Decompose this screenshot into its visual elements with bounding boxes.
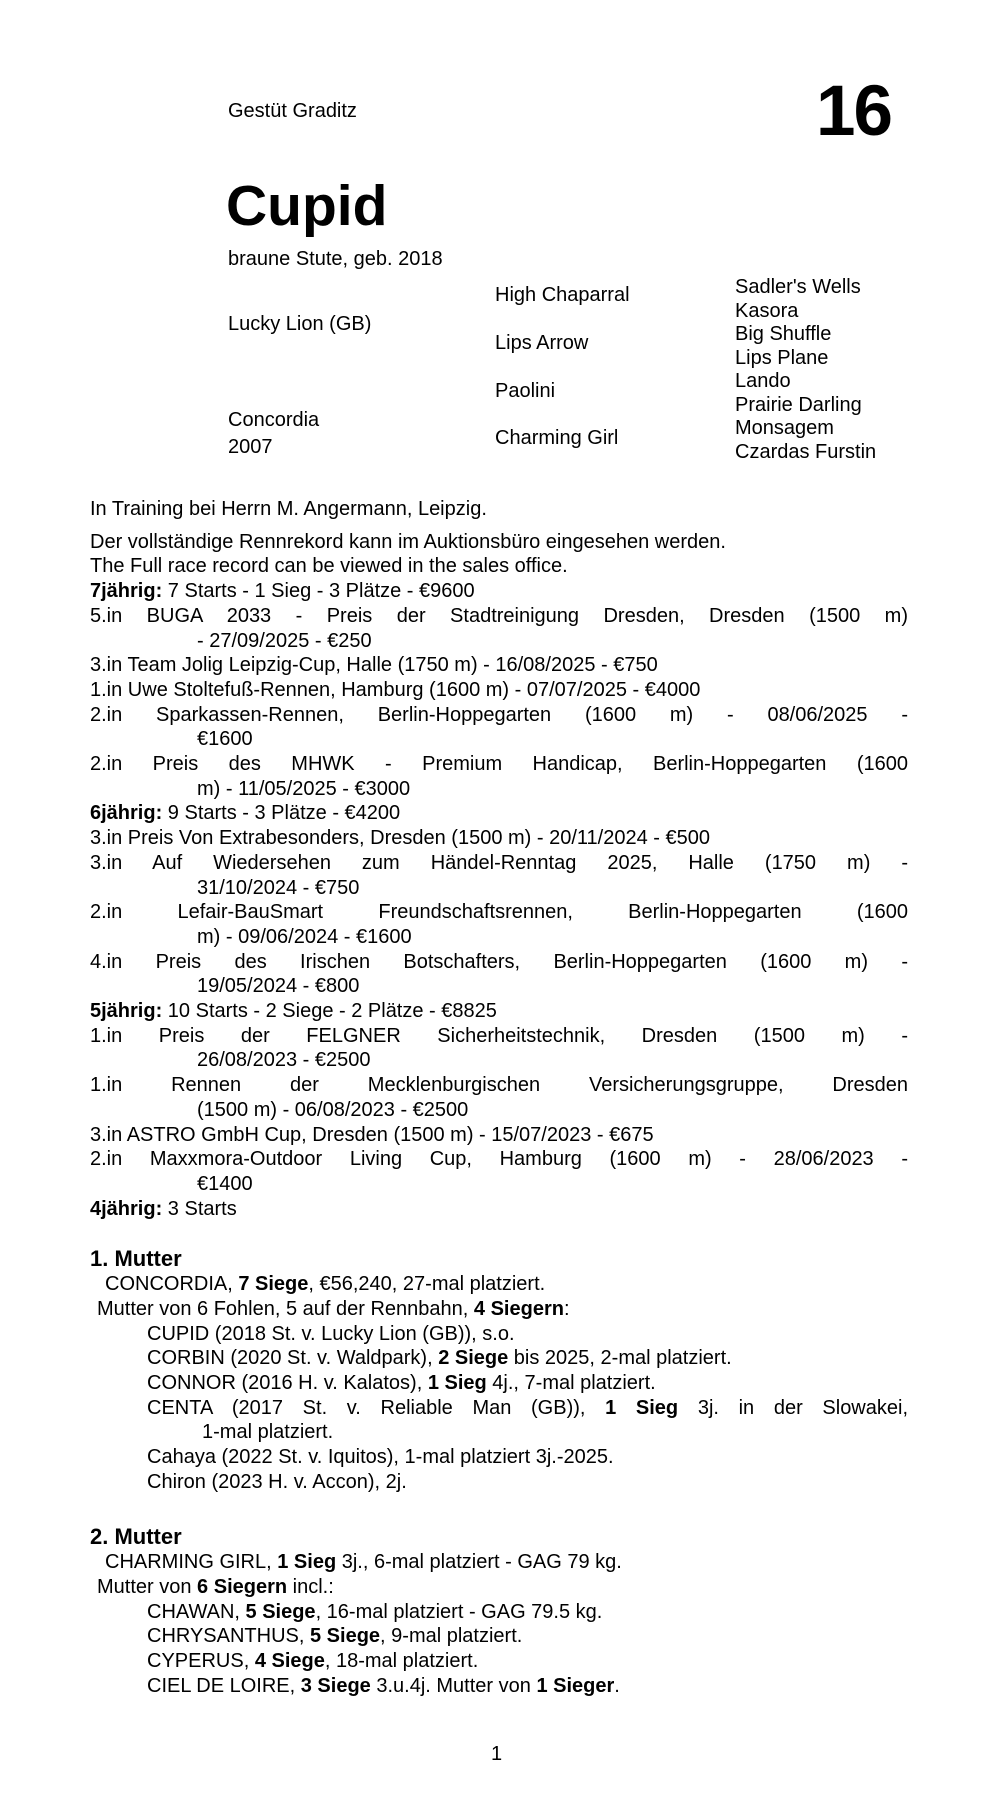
bold-text: 5 Siege — [245, 1600, 316, 1623]
text: incl.: — [287, 1575, 334, 1598]
season-age-label: 7jährig: — [90, 580, 163, 603]
text: 1-mal platziert. — [202, 1421, 334, 1444]
season-summary: 10 Starts - 2 Siege - 2 Plätze - €8825 — [162, 1000, 497, 1023]
bold-text: 1 Sieger — [536, 1674, 615, 1697]
ancestor-name: Monsagem — [735, 417, 834, 440]
text: . — [614, 1674, 620, 1697]
bold-text: 1 Sieg — [277, 1551, 337, 1574]
race-result-line: 2.in Maxxmora-Outdoor Living Cup, Hamburg (1600 m) - 28/06/2023 - — [90, 1148, 908, 1171]
page-number: 1 — [490, 1743, 503, 1765]
offspring-line — [90, 1322, 908, 1347]
text: : — [563, 1297, 570, 1320]
lot-number: 16 — [816, 72, 891, 151]
race-result-line: m) - 11/05/2025 - €3000 — [197, 777, 411, 800]
offspring-line — [90, 1445, 908, 1470]
race-record — [90, 579, 908, 1221]
catalog-body — [90, 497, 908, 1698]
text: , 16-mal platziert - GAG 79.5 kg. — [315, 1600, 603, 1623]
mother-summary-line — [90, 1297, 908, 1322]
sire-grandparents — [735, 276, 861, 370]
season-summary: 9 Starts - 3 Plätze - €4200 — [162, 802, 401, 825]
ancestor-name: Big Shuffle — [735, 323, 832, 346]
text: , 9-mal platziert. — [380, 1625, 523, 1648]
race-result-line: €1600 — [197, 728, 253, 751]
mother-heading: 1. Mutter — [90, 1246, 182, 1272]
text: CONNOR (2016 H. v. Kalatos), — [147, 1371, 428, 1394]
race-season-line — [90, 801, 908, 826]
bold-text: 3 Siege — [300, 1674, 371, 1697]
race-result-line: 5.in BUGA 2033 - Preis der Stadtreinigung Dresden, Dresden (1500 m) — [90, 604, 908, 627]
mother-heading: 2. Mutter — [90, 1524, 182, 1550]
consignor-name: Gestüt Graditz — [228, 100, 357, 122]
race-result-line: 4.in Preis des Irischen Botschafters, Berlin-Hoppegarten (1600 m) - — [90, 950, 908, 973]
offspring-line — [90, 1470, 908, 1495]
text: 4j., 7-mal platziert. — [486, 1371, 656, 1394]
mother-summary-line — [90, 1272, 908, 1297]
text: CORBIN (2020 St. v. Waldpark), — [147, 1347, 439, 1370]
dam-dam-name: Charming Girl — [495, 427, 619, 449]
text: CHRYSANTHUS, — [147, 1625, 310, 1648]
race-result-line: 2.in Sparkassen-Rennen, Berlin-Hoppegarten (1600 m) - 08/06/2025 - — [90, 703, 908, 726]
sire-dam-name: Lips Arrow — [495, 332, 589, 354]
text: CONCORDIA, — [105, 1273, 239, 1296]
race-season-line — [90, 1197, 908, 1222]
offspring-line — [90, 1674, 908, 1699]
text: Mutter von 6 Fohlen, 5 auf der Rennbahn, — [97, 1297, 474, 1320]
offspring-line — [90, 1600, 908, 1625]
dam-name: Concordia — [228, 409, 320, 431]
text: bis 2025, 2-mal platziert. — [508, 1347, 732, 1370]
ancestor-name: Kasora — [735, 299, 799, 322]
bold-text: 6 Siegern — [197, 1575, 288, 1598]
text: CENTA (2017 St. v. Reliable Man (GB)), — [147, 1396, 606, 1419]
text: , €56,240, 27-mal platziert. — [308, 1273, 546, 1296]
offspring-line — [90, 1649, 908, 1674]
record-note-en: The Full race record can be viewed in the sales office. — [90, 555, 568, 578]
ancestor-name: Lips Plane — [735, 346, 829, 369]
dam-year: 2007 — [228, 436, 273, 458]
season-summary: 3 Starts — [162, 1197, 237, 1220]
text: 3j., 6-mal platziert - GAG 79 kg. — [336, 1551, 622, 1574]
mother-summary-line — [90, 1575, 908, 1600]
horse-name: Cupid — [226, 174, 388, 238]
text: , 18-mal platziert. — [324, 1649, 479, 1672]
text: Chiron (2023 H. v. Accon), 2j. — [147, 1470, 407, 1493]
race-result-line: €1400 — [197, 1172, 253, 1195]
mother-sections — [90, 1247, 908, 1698]
race-result-line: 2.in Preis des MHWK - Premium Handicap, Berlin-Hoppegarten (1600 — [90, 753, 908, 776]
bold-text: 4 Siege — [254, 1649, 325, 1672]
offspring-line — [90, 1346, 908, 1371]
text: CIEL DE LOIRE, — [147, 1674, 301, 1697]
season-age-label: 5jährig: — [90, 1000, 163, 1023]
race-season-line — [90, 579, 908, 604]
race-result-line: 3.in ASTRO GmbH Cup, Dresden (1500 m) - 15/07/2023 - €675 — [90, 1123, 654, 1146]
bold-text: 1 Sieg — [427, 1371, 487, 1394]
offspring-line — [90, 1420, 908, 1445]
training-note: In Training bei Herrn M. Angermann, Leipzig. — [90, 498, 487, 520]
race-result-line: 3.in Preis Von Extrabesonders, Dresden (1500 m) - 20/11/2024 - €500 — [90, 827, 710, 850]
record-note-de: Der vollständige Rennrekord kann im Auktionsbüro eingesehen werden. — [90, 530, 726, 553]
mother-summary-line — [90, 1550, 908, 1575]
ancestor-name: Prairie Darling — [735, 393, 862, 416]
race-result-line: 3.in Auf Wiedersehen zum Händel-Renntag 2025, Halle (1750 m) - — [90, 851, 908, 874]
text: CHAWAN, — [147, 1600, 246, 1623]
bold-text: 7 Siege — [238, 1273, 309, 1296]
dam-sire-name: Paolini — [495, 380, 556, 402]
text: CYPERUS, — [147, 1649, 255, 1672]
race-result-line: 26/08/2023 - €2500 — [197, 1049, 371, 1072]
race-result-line: 19/05/2024 - €800 — [197, 975, 360, 998]
text: CUPID (2018 St. v. Lucky Lion (GB)), s.o. — [147, 1322, 515, 1345]
horse-description: braune Stute, geb. 2018 — [228, 248, 443, 270]
mother-section — [90, 1525, 908, 1698]
race-result-line: 31/10/2024 - €750 — [197, 876, 360, 899]
race-result-line: - 27/09/2025 - €250 — [197, 629, 372, 652]
offspring-line — [90, 1396, 908, 1421]
season-summary: 7 Starts - 1 Sieg - 3 Plätze - €9600 — [162, 580, 475, 603]
mother-section — [90, 1247, 908, 1494]
sire-sire-name: High Chaparral — [495, 284, 630, 306]
race-result-line: 1.in Uwe Stoltefuß-Rennen, Hamburg (1600 m) - 07/07/2025 - €4000 — [90, 678, 701, 701]
text: CHARMING GIRL, — [105, 1551, 278, 1574]
bold-text: 5 Siege — [310, 1625, 381, 1648]
text: Mutter von — [97, 1575, 198, 1598]
race-result-line: 3.in Team Jolig Leipzig-Cup, Halle (1750 m) - 16/08/2025 - €750 — [90, 654, 658, 677]
text: 3j. in der Slowakei, — [678, 1396, 909, 1419]
dam-grandparents — [735, 370, 876, 464]
bold-text: 2 Siege — [438, 1347, 509, 1370]
offspring-line — [90, 1371, 908, 1396]
bold-text: 4 Siegern — [473, 1297, 564, 1320]
text: Cahaya (2022 St. v. Iquitos), 1-mal platziert 3j.-2025. — [147, 1446, 614, 1469]
season-age-label: 4jährig: — [90, 1197, 163, 1220]
text: 3.u.4j. Mutter von — [370, 1674, 537, 1697]
race-result-line: 1.in Preis der FELGNER Sicherheitstechnik, Dresden (1500 m) - — [90, 1024, 908, 1047]
season-age-label: 6jährig: — [90, 802, 163, 825]
race-season-line — [90, 999, 908, 1024]
sire-name: Lucky Lion (GB) — [228, 313, 372, 335]
race-result-line: m) - 09/06/2024 - €1600 — [197, 925, 412, 948]
bold-text: 1 Sieg — [605, 1396, 679, 1419]
offspring-line — [90, 1624, 908, 1649]
race-result-line: 1.in Rennen der Mecklenburgischen Versicherungsgruppe, Dresden — [90, 1074, 908, 1097]
ancestor-name: Sadler's Wells — [735, 276, 861, 298]
ancestor-name: Czardas Furstin — [735, 440, 877, 463]
race-result-line: (1500 m) - 06/08/2023 - €2500 — [197, 1098, 469, 1121]
ancestor-name: Lando — [735, 370, 791, 392]
race-result-line: 2.in Lefair-BauSmart Freundschaftsrennen, Berlin-Hoppegarten (1600 — [90, 901, 908, 924]
